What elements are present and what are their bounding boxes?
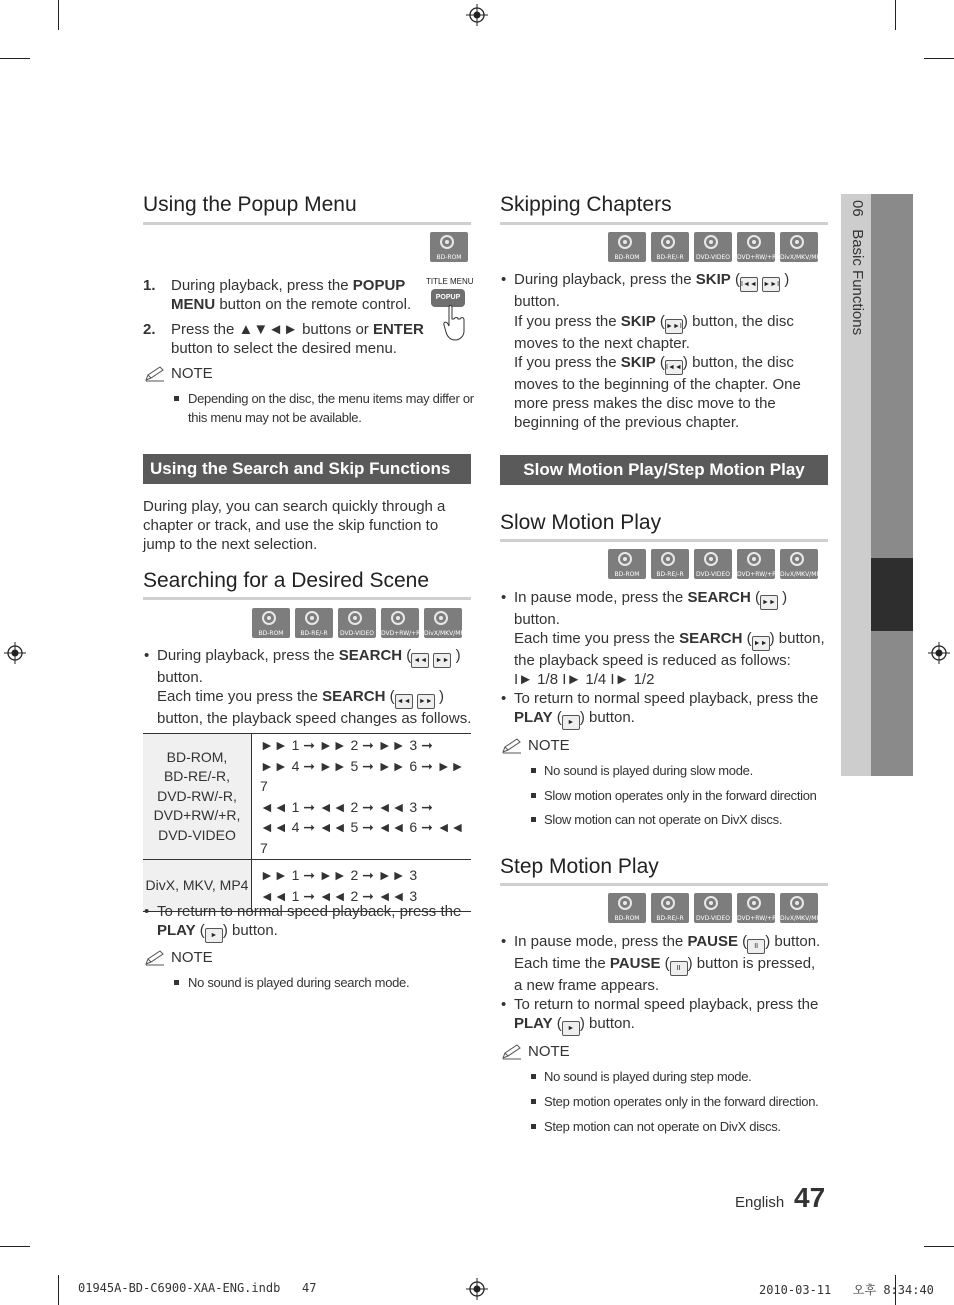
disc-icons-search [252,608,468,638]
play-button-icon: ► [562,715,580,730]
heading-rule [143,597,471,600]
note-pencil-icon [144,950,166,966]
crop-mark [924,1246,954,1247]
heading-popup-menu: Using the Popup Menu [143,193,357,216]
chapter-label [849,200,866,335]
note-item: Depending on the disc, the menu items may differ or this menu may not be available. [188,391,474,425]
disc-bd-rom-icon: BD-ROM [608,549,646,579]
note-item: No sound is played during step mode. [544,1069,752,1084]
note-item: No sound is played during search mode. [188,975,410,990]
note-title: NOTE [171,365,213,382]
table-cell-disc-types: BD-ROM, BD-RE/-R, DVD-RW/-R, DVD+RW/+R, DVD-VIDEO [143,734,252,860]
disc-divx-mkv-mp4-icon: DivX/MKV/MP4 [780,893,818,923]
table-cell-speeds: ►► 1 ➞ ►► 2 ➞ ►► 3 ➞ ►► 4 ➞ ►► 5 ➞ ►► 6 ➞ ►► 7 ◄◄ 1 ➞ ◄◄ 2 ➞ ◄◄ 3 ➞ ◄◄ 4 ➞ ◄◄ 5 ➞ ◄◄ 6 ➞ ◄◄ 7 [252,734,472,860]
remote-title-menu-label: TITLE MENU [426,277,474,286]
return-normal-speed: To return to normal speed playback, press the PLAY ( ► ) button. [514,689,834,730]
chapter-side-tab-strip [871,194,913,776]
chapter-side-tab-accent [871,558,913,631]
disc-icons-step [608,893,824,923]
skip-previous-description: If you press the SKIP (I◄◄) button, the disc moves to the beginning of the chapter. One more press makes the disc move to the beginning of the previous chapter. [514,354,801,431]
popup-step-2: Press the ▲▼◄► buttons or ENTER button to select the desired menu. [171,321,424,357]
heading-slow-motion: Slow Motion Play [500,511,662,534]
registration-mark-icon [4,642,26,664]
note-title: NOTE [528,737,570,754]
bullet: • [501,271,507,288]
return-normal-speed: To return to normal speed playback, press the PLAY ( ► ) button. [157,902,477,943]
disc-dvd-video-icon: DVD-VIDEO [338,608,376,638]
note-bullet [531,817,536,822]
rewind-button-icon: ◄◄ [395,694,413,709]
disc-icons-slow [608,549,824,579]
skip-forward-button-icon: ►►I [665,319,683,334]
note-title: NOTE [528,1043,570,1060]
heading-skipping-chapters: Skipping Chapters [500,193,672,216]
disc-bd-rom-icon: BD-ROM [430,232,468,262]
disc-dvd-rw-r-icon: DVD+RW/+R [737,232,775,262]
note-item: Slow motion operates only in the forward direction [544,788,817,803]
heading-step-motion: Step Motion Play [500,855,659,878]
skip-instruction: During playback, press the SKIP (I◄◄ ►►I ) button. [514,271,790,310]
crop-mark [58,0,59,30]
note-title: NOTE [171,949,213,966]
play-button-icon: ► [205,928,223,943]
heading-rule [500,883,828,886]
heading-rule [143,222,471,225]
bullet: • [501,589,507,606]
step-number: 2. [143,321,156,338]
crop-mark [895,0,896,30]
table-row [143,734,471,860]
disc-divx-mkv-mp4-icon: DivX/MKV/MP4 [780,549,818,579]
table-cell-speeds: ►► 1 ➞ ►► 2 ➞ ►► 3 ◄◄ 1 ➞ ◄◄ 2 ➞ ◄◄ 3 [252,860,472,912]
note-bullet [531,1074,536,1079]
rewind-button-icon: ◄◄ [411,653,429,668]
fast-forward-button-icon: ►► [417,694,435,709]
search-speed-description: Each time you press the SEARCH ( ◄◄ ►► ) button, the playback speed changes as follows. [157,688,472,727]
note-item: Step motion can not operate on DivX discs. [544,1119,781,1134]
skip-back-button-icon: I◄◄ [665,360,683,375]
heading-rule [500,539,828,542]
skip-forward-button-icon: ►►I [762,277,780,292]
search-skip-intro: During play, you can search quickly through a chapter or track, and use the skip function to jump to the next selection. [143,498,446,553]
crop-mark [0,58,30,59]
remote-illustration [424,277,474,342]
footer-file-name: 01945A-BD-C6900-XAA-ENG.indb 47 [78,1281,317,1295]
footer-timestamp: 2010-03-11 오후 8:34:40 [759,1283,934,1297]
bullet: • [144,903,150,920]
band-slow-step: Slow Motion Play/Step Motion Play [500,455,828,485]
bullet: • [501,996,507,1013]
search-instruction: During playback, press the SEARCH ( ◄◄ ►► ) button. [157,647,461,686]
play-button-icon: ► [562,1021,580,1036]
note-bullet [531,793,536,798]
page-language: English [735,1194,785,1211]
note-bullet [531,1099,536,1104]
pause-button-icon: II [670,961,688,976]
disc-dvd-video-icon: DVD-VIDEO [694,232,732,262]
bullet: • [501,933,507,950]
chapter-number: 06 [849,200,866,217]
band-search-skip: Using the Search and Skip Functions [143,454,471,484]
note-bullet [174,980,179,985]
note-bullet [531,768,536,773]
pause-button-icon: II [747,939,765,954]
disc-bd-rom-icon: BD-ROM [608,893,646,923]
crop-mark [58,1275,59,1305]
step-instruction: In pause mode, press the PAUSE ( II ) button. [514,932,834,954]
disc-bd-re-r-icon: BD-RE/-R [651,549,689,579]
note-item: Step motion operates only in the forward direction. [544,1094,819,1109]
disc-bd-rom-icon: BD-ROM [608,232,646,262]
disc-bd-re-r-icon: BD-RE/-R [651,232,689,262]
registration-mark-icon [928,642,950,664]
disc-bd-rom-icon: BD-ROM [252,608,290,638]
skip-next-description: If you press the SKIP (►►I) button, the disc moves to the next chapter. [514,313,794,352]
slow-instruction: In pause mode, press the SEARCH ( ►► ) button. [514,589,788,628]
table-cell-disc-types: DivX, MKV, MP4 [143,860,252,912]
disc-divx-mkv-mp4-icon: DivX/MKV/MP4 [780,232,818,262]
hand-pointer-icon [442,305,468,341]
registration-mark-icon [466,1278,488,1300]
disc-divx-mkv-mp4-icon: DivX/MKV/MP4 [424,608,462,638]
step-frame-description: Each time the PAUSE ( II ) button is pressed, a new frame appears. [514,955,816,994]
crop-mark [0,1246,30,1247]
disc-icons-popup [430,232,468,262]
crop-mark [924,58,954,59]
step-number: 1. [143,277,156,294]
heading-desired-scene: Searching for a Desired Scene [143,569,429,592]
note-item: Slow motion can not operate on DivX discs. [544,812,783,827]
disc-dvd-rw-r-icon: DVD+RW/+R [737,893,775,923]
fast-forward-button-icon: ►► [752,636,770,651]
chapter-title: Basic Functions [849,229,866,336]
search-speed-table [143,733,471,912]
return-normal-speed: To return to normal speed playback, press the PLAY ( ► ) button. [514,995,834,1036]
popup-key-icon: POPUP [431,289,465,307]
disc-dvd-video-icon: DVD-VIDEO [694,549,732,579]
popup-step-1: During playback, press the POPUP MENU button on the remote control. [171,277,412,313]
skip-back-button-icon: I◄◄ [740,277,758,292]
disc-dvd-video-icon: DVD-VIDEO [694,893,732,923]
note-bullet [531,1124,536,1129]
bullet: • [144,647,150,664]
fast-forward-button-icon: ►► [433,653,451,668]
registration-mark-icon [466,4,488,26]
disc-dvd-rw-r-icon: DVD+RW/+R [737,549,775,579]
page-number: 47 [794,1182,826,1213]
fast-forward-button-icon: ►► [760,595,778,610]
bullet: • [501,690,507,707]
slow-speed-description: Each time you press the SEARCH ( ►► ) button, the playback speed is reduced as follows: I► 1/8 I► 1/4 I► 1/2 [514,630,825,688]
heading-rule [500,222,828,225]
note-bullet [174,396,179,401]
note-pencil-icon [144,366,166,382]
note-item: No sound is played during slow mode. [544,763,753,778]
note-pencil-icon [501,1044,523,1060]
disc-bd-re-r-icon: BD-RE/-R [295,608,333,638]
disc-bd-re-r-icon: BD-RE/-R [651,893,689,923]
note-pencil-icon [501,738,523,754]
disc-icons-skip [608,232,824,262]
disc-dvd-rw-r-icon: DVD+RW/+R [381,608,419,638]
